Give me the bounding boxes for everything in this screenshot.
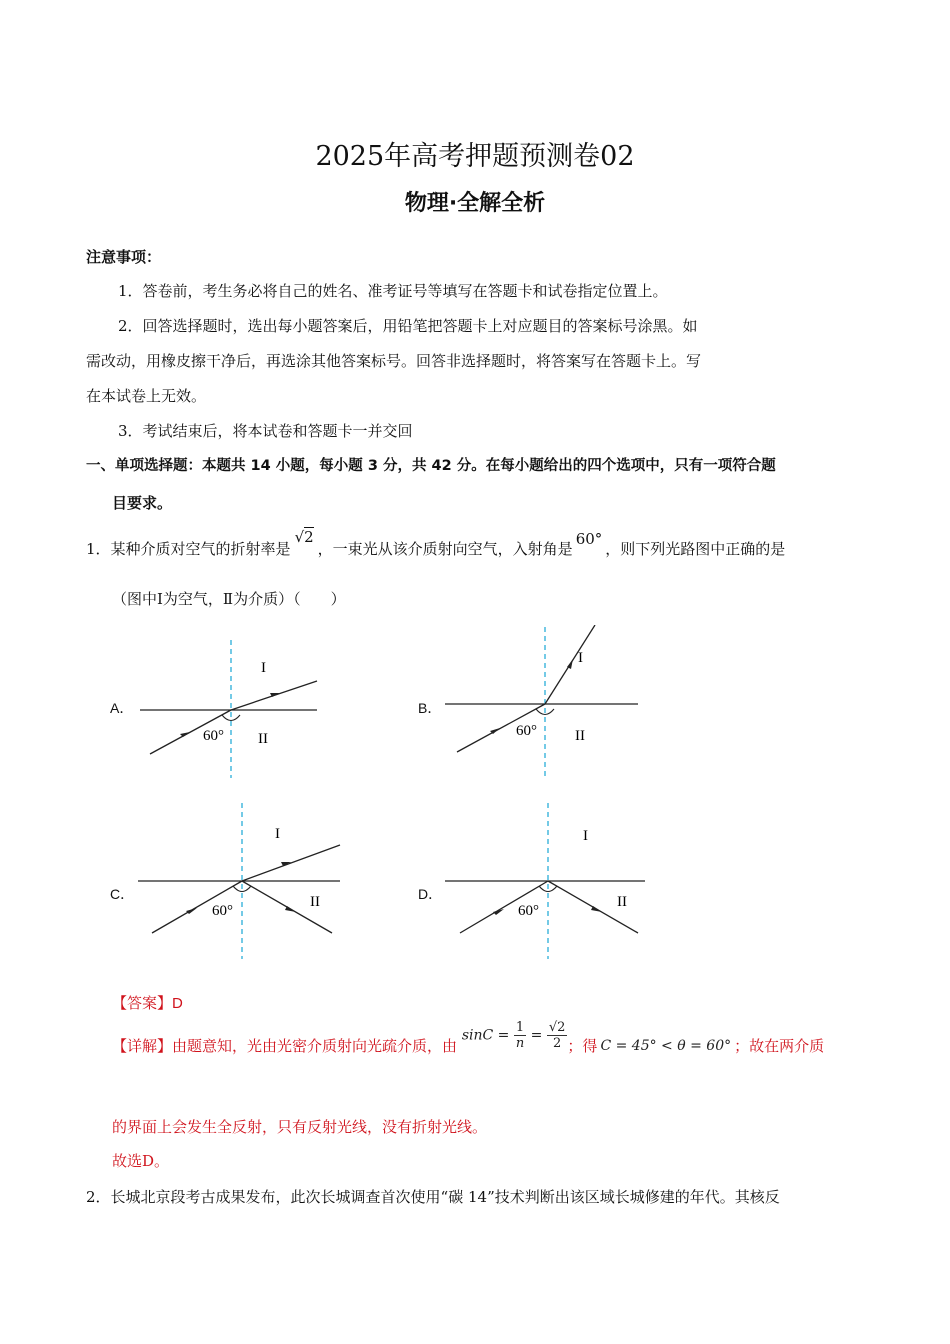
formula-lhs: sinC =	[461, 1027, 510, 1044]
arrow-icon	[285, 906, 296, 912]
explain-text-a: 由题意知，光由光密介质射向光疏介质，由	[172, 1037, 458, 1055]
explanation-line1	[112, 1020, 825, 1090]
answer-tag: 【答案】	[112, 994, 173, 1012]
notes-item-1: 1．答卷前，考生务必将自己的姓名、准考证号等填写在答题卡和试卷指定位置上。	[118, 282, 668, 300]
fraction-one-over-n	[514, 1020, 526, 1051]
region-air-label: I	[275, 826, 280, 842]
sqrt-radicand: 2	[304, 528, 314, 546]
region-air-label: I	[261, 660, 266, 676]
option-c-label[interactable]: C．	[110, 886, 135, 902]
fraction-denominator: n	[515, 1036, 525, 1051]
option-d-diagram	[440, 803, 650, 963]
option-c-diagram	[135, 803, 345, 963]
sqrt-expression	[291, 528, 318, 546]
equals-sign: =	[530, 1027, 543, 1044]
fraction-sqrt2-over-2	[547, 1020, 568, 1051]
notes-item-2-line2: 需改动，用橡皮擦干净后，再选涂其他答案标号。回答非选择题时，将答案写在答题卡上。写	[86, 352, 702, 370]
explain-inequality: C = 45° < θ = 60°	[600, 1037, 732, 1054]
question-number: 1．	[86, 540, 111, 558]
answer-value: D	[172, 995, 183, 1012]
region-medium-label: II	[258, 731, 268, 747]
angle-label: 60°	[203, 728, 224, 744]
explain-text-b: ；得	[567, 1037, 598, 1055]
option-b-label[interactable]: B．	[418, 700, 442, 716]
formula	[462, 1020, 568, 1051]
notes-heading: 注意事项：	[86, 248, 162, 266]
option-d-label[interactable]: D．	[418, 886, 443, 902]
angle-label: 60°	[518, 903, 539, 919]
region-air-label: I	[583, 828, 588, 844]
notes-item-2-line3: 在本试卷上无效。	[86, 387, 207, 405]
answer-line	[112, 992, 183, 1013]
question-text-c: ，则下列光路图中正确的是	[605, 540, 786, 558]
option-a-diagram	[135, 640, 335, 780]
region-medium-label: II	[310, 894, 320, 910]
question-1-stem	[86, 528, 786, 559]
arrow-icon	[591, 906, 602, 912]
option-a-label[interactable]: A．	[110, 700, 134, 716]
region-medium-label: II	[617, 894, 627, 910]
notes-item-2-line1: 2．回答选择题时，选出每小题答案后，用铅笔把答题卡上对应题目的答案标号涂黑。如	[118, 317, 698, 335]
fraction-numerator: √2	[548, 1020, 566, 1035]
question-text-a: 某种介质对空气的折射率是	[110, 540, 291, 558]
page-title: 2025年高考押题预测卷02	[315, 141, 635, 172]
explanation-line2: 的界面上会发生全反射，只有反射光线，没有折射光线。	[112, 1118, 488, 1136]
question-1-note: （图中Ⅰ为空气，Ⅱ为介质）（ ）	[112, 590, 346, 608]
angle-label: 60°	[516, 723, 537, 739]
option-b-diagram	[440, 625, 650, 780]
question-2-line1: 2．长城北京段考古成果发布，此次长城调查首次使用“碳 14”技术判断出该区域长城修建的年代。其核反	[86, 1188, 780, 1206]
sqrt-sign: √	[294, 528, 305, 546]
explain-text-c: ；故在两介质	[734, 1037, 825, 1055]
angle-value: 60°	[575, 530, 603, 548]
region-air-label: I	[578, 650, 583, 666]
region-medium-label: II	[575, 728, 585, 744]
page-subtitle: 物理·全解全析	[404, 191, 546, 216]
refracted-ray	[242, 845, 340, 881]
explanation-line3: 故选D。	[112, 1152, 170, 1170]
fraction-numerator: 1	[514, 1020, 526, 1036]
section-heading-line2: 目要求。	[112, 494, 173, 512]
notes-item-3: 3．考试结束后，将本试卷和答题卡一并交回	[118, 422, 413, 440]
section-heading-line1: 一、单项选择题：本题共 14 小题，每小题 3 分，共 42 分。在每小题给出的四个选项中，只有一项符合题	[86, 458, 776, 474]
angle-label: 60°	[212, 903, 233, 919]
explain-tag: 【详解】	[112, 1037, 173, 1055]
fraction-denominator: 2	[553, 1036, 562, 1051]
question-text-b: ，一束光从该介质射向空气，入射角是	[317, 540, 573, 558]
